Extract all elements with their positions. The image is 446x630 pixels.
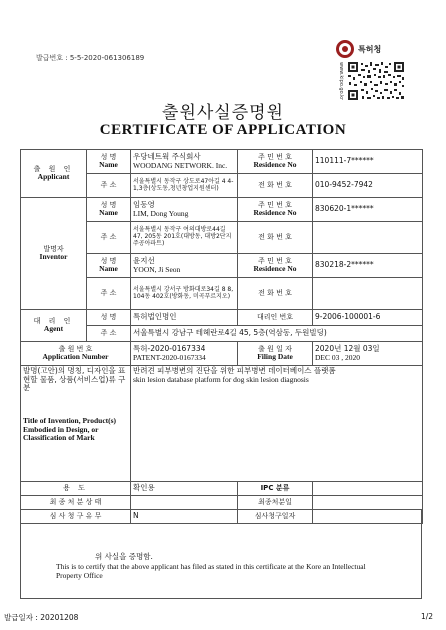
agent-address-label: 주 소 bbox=[87, 326, 131, 342]
inventor2-address: 서울특별시 강서구 방화대로34길 8 8, 104동 402호(방화동, 미곡푸르지오) bbox=[131, 278, 238, 310]
kipo-logo-text: 특허청 bbox=[358, 45, 382, 54]
kipo-emblem-icon bbox=[336, 40, 354, 58]
applicant-rrn-label: 주 민 번 호 Residence No bbox=[238, 150, 313, 174]
applicant-address-label: 주 소 bbox=[87, 174, 131, 198]
qr-code-icon bbox=[346, 60, 406, 102]
inventor1-phone-label: 전 화 번 호 bbox=[238, 222, 313, 254]
invention-label: 발명(고안)의 명칭, 디자인을 표현할 물품, 상품(서비스업)류 구분 Title of Invention, Product(s) Embodied in Design, or Classification of Mark bbox=[21, 366, 131, 482]
inventor2-rrn-label: 주 민 번 호 Residence No bbox=[238, 254, 313, 278]
final-date-value bbox=[313, 496, 423, 510]
applicant-name: 우당네트웍 주식회사 WOODANG NETWORK. Inc. bbox=[131, 150, 238, 174]
frame-right-border bbox=[421, 510, 422, 598]
agent-code-label: 대리인 번호 bbox=[238, 310, 313, 326]
inventor1-address: 서울특별시 동작구 여의대방로44길 47, 205동 201호(대방동, 대방2단지 주공아파트) bbox=[131, 222, 238, 254]
inventor1-name: 임동영 LIM, Dong Young bbox=[131, 198, 238, 222]
agent-name-label: 성 명 bbox=[87, 310, 131, 326]
exam-date-value bbox=[313, 510, 423, 524]
inventor1-rrn: 830620-1****** bbox=[313, 198, 423, 222]
certificate-table bbox=[20, 149, 423, 524]
frame-bottom-border bbox=[20, 598, 422, 599]
page-number: 1/2 bbox=[421, 612, 434, 621]
title-english: CERTIFICATE OF APPLICATION bbox=[99, 122, 347, 138]
applicant-address: 서울특별시 동작구 상도로47아길 4 4-1,3층(상도동,청년창업지원센터) bbox=[131, 174, 238, 198]
inventor2-name: 윤지선 YOON, Ji Seon bbox=[131, 254, 238, 278]
exam-request-value: N bbox=[131, 510, 238, 524]
agent-address: 서울특별시 강남구 테헤란로4길 45, 5층(역삼동, 두원빌딩) bbox=[131, 326, 423, 342]
final-status-label: 최 종 처 분 상 태 bbox=[21, 496, 131, 510]
certification-statement-korean: 위 사실을 증명함. bbox=[95, 552, 153, 561]
kipo-logo bbox=[336, 40, 406, 102]
issue-number: 발급번호 : 5-5-2020-061306189 bbox=[36, 54, 145, 62]
inventor1-rrn-label: 주 민 번 호 Residence No bbox=[238, 198, 313, 222]
inventor2-name-label: 성 명 Name bbox=[87, 254, 131, 278]
final-date-label: 최종처분일 bbox=[238, 496, 313, 510]
usage-value: 확인용 bbox=[131, 482, 238, 496]
usage-label: 용 도 bbox=[21, 482, 131, 496]
exam-request-label: 심 사 청 구 유 무 bbox=[21, 510, 131, 524]
inventor1-address-label: 주 소 bbox=[87, 222, 131, 254]
final-status-value bbox=[131, 496, 238, 510]
application-number: 특허-2020-0167334 PATENT-2020-0167334 bbox=[131, 342, 238, 366]
applicant-phone-label: 전 화 번 호 bbox=[238, 174, 313, 198]
inventor2-phone-label: 전 화 번 호 bbox=[238, 278, 313, 310]
applicant-name-label: 성 명 Name bbox=[87, 150, 131, 174]
ipc-value bbox=[313, 482, 423, 496]
filing-date: 2020년 12월 03일 DEC 03 , 2020 bbox=[313, 342, 423, 366]
exam-date-label: 심사청구일자 bbox=[238, 510, 313, 524]
inventor2-address-label: 주 소 bbox=[87, 278, 131, 310]
applicant-label: 출 원 인 Applicant bbox=[21, 150, 87, 198]
ipc-label: IPC 분류 bbox=[238, 482, 313, 496]
inventor-label: 발명자 Inventor bbox=[21, 198, 87, 310]
applicant-rrn: 110111-7****** bbox=[313, 150, 423, 174]
agent-name: 특허법인명인 bbox=[131, 310, 238, 326]
applicant-phone: 010-9452-7942 bbox=[313, 174, 423, 198]
certification-statement-english: This is to certify that the above applicant has filed as stated in this certificate at the Kore an Intellectual Property Office bbox=[56, 562, 366, 581]
frame-left-border bbox=[20, 510, 21, 598]
inventor1-phone bbox=[313, 222, 423, 254]
kipo-url-text: www.kipo.go.kr bbox=[338, 62, 344, 101]
inventor1-name-label: 성 명 Name bbox=[87, 198, 131, 222]
application-number-label: 출 원 번 호 Application Number bbox=[21, 342, 131, 366]
inventor2-phone bbox=[313, 278, 423, 310]
issue-date: 발급일자 : 20201208 bbox=[4, 613, 79, 622]
agent-code: 9-2006-100001-6 bbox=[313, 310, 423, 326]
invention-title: 반려견 피부병변의 진단을 위한 피부병변 데이터베이스 플랫폼 skin lesion database platform for dog skin lesion diagnosis bbox=[131, 366, 423, 482]
filing-date-label: 출 원 일 자 Filing Date bbox=[238, 342, 313, 366]
title-korean: 출원사실증명원 bbox=[162, 103, 284, 123]
inventor2-rrn: 830218-2****** bbox=[313, 254, 423, 278]
agent-label: 대 리 인 Agent bbox=[21, 310, 87, 342]
